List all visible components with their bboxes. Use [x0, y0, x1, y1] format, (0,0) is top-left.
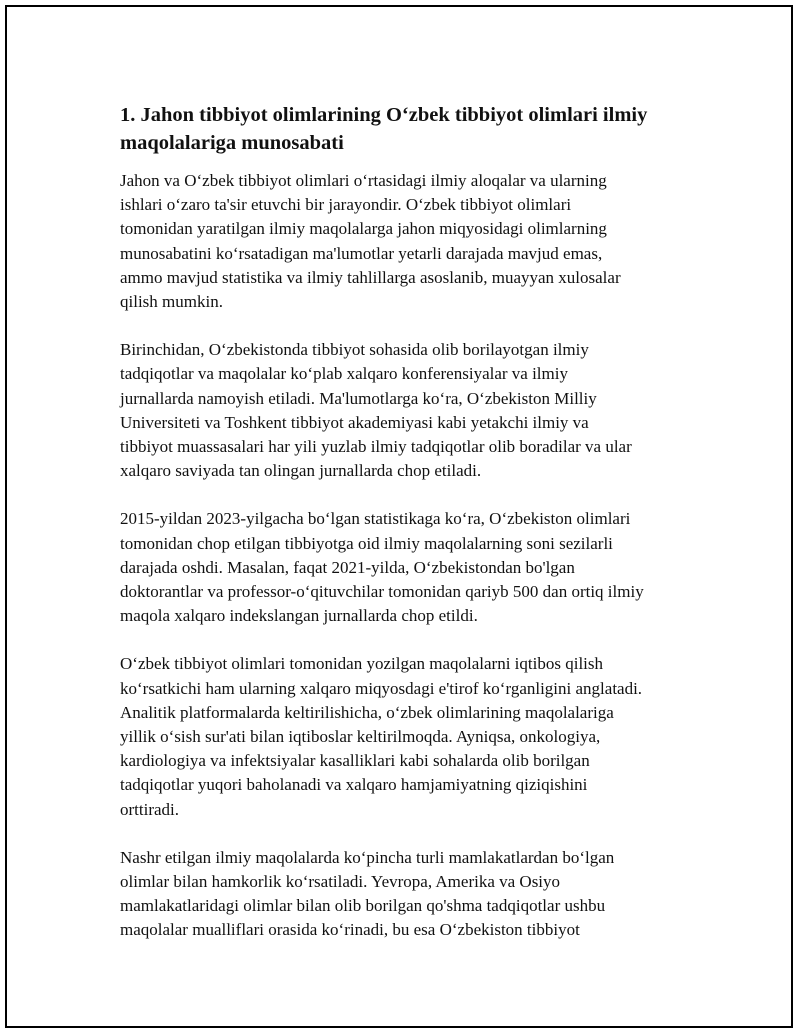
- text-line: kardiologiya va infektsiyalar kasalliklari kabi sohalarda olib borilgan: [120, 751, 590, 771]
- section-heading: [120, 101, 700, 157]
- paragraph-4: [120, 652, 700, 821]
- text-line: maqola xalqaro indekslangan jurnallarda chop etildi.: [120, 606, 478, 626]
- text-line: Analitik platformalarda keltirilishicha, o‘zbek olimlarining maqolalariga: [120, 702, 614, 722]
- text-line: Universiteti va Toshkent tibbiyot akademiyasi kabi yetakchi ilmiy va: [120, 412, 589, 432]
- text-line: orttiradi.: [120, 799, 180, 819]
- text-line: tadqiqotlar va maqolalar ko‘plab xalqaro konferensiyalar va ilmiy: [120, 364, 568, 384]
- text-line: Nashr etilgan ilmiy maqolalarda ko‘pincha turli mamlakatlardan bo‘lgan: [120, 847, 615, 867]
- paragraph-5: [120, 846, 700, 943]
- text-line: mamlakatlaridagi olimlar bilan olib borilgan qo'shma tadqiqotlar ushbu: [120, 896, 606, 916]
- text-line: Birinchidan, O‘zbekistonda tibbiyot sohasida olib borilayotgan ilmiy: [120, 340, 589, 360]
- paragraph-3: [120, 507, 700, 628]
- text-line: ko‘rsatkichi ham ularning xalqaro miqyosdagi e'tirof ko‘rganligini anglatadi.: [120, 678, 643, 698]
- paragraph-2: [120, 338, 700, 483]
- text-line: jurnallarda namoyish etiladi. Ma'lumotlarga ko‘ra, O‘zbekiston Milliy: [120, 388, 597, 408]
- text-line: ammo mavjud statistika va ilmiy tahlillarga asoslanib, muayyan xulosalar: [120, 267, 621, 287]
- document-body: [120, 101, 700, 967]
- text-line: xalqaro saviyada tan olingan jurnallarda chop etiladi.: [120, 461, 482, 481]
- text-line: tadqiqotlar yuqori baholanadi va xalqaro hamjamiyatning qiziqishini: [120, 775, 588, 795]
- text-line: tomonidan yaratilgan ilmiy maqolalarga jahon miqyosidagi olimlarning: [120, 219, 607, 239]
- text-line: munosabatini ko‘rsatadigan ma'lumotlar yetarli darajada mavjud emas,: [120, 243, 603, 263]
- text-line: olimlar bilan hamkorlik ko‘rsatiladi. Yevropa, Amerika va Osiyo: [120, 872, 561, 892]
- paragraph-1: [120, 169, 700, 314]
- heading-line: 1. Jahon tibbiyot olimlarining O‘zbek tibbiyot olimlari ilmiy: [120, 104, 648, 126]
- text-line: tibbiyot muassasalari har yili yuzlab ilmiy tadqiqotlar olib boradilar va ular: [120, 437, 632, 457]
- text-line: Jahon va O‘zbek tibbiyot olimlari o‘rtasidagi ilmiy aloqalar va ularning: [120, 171, 607, 190]
- heading-line: maqolalariga munosabati: [120, 132, 344, 154]
- text-line: ishlari o‘zaro ta'sir etuvchi bir jarayondir. O‘zbek tibbiyot olimlari: [120, 195, 572, 215]
- text-line: tomonidan chop etilgan tibbiyotga oid ilmiy maqolalarning soni sezilarli: [120, 533, 613, 553]
- text-line: qilish mumkin.: [120, 292, 223, 312]
- text-line: maqolalar mualliflari orasida ko‘rinadi, bu esa O‘zbekiston tibbiyot: [120, 920, 580, 940]
- text-line: darajada oshdi. Masalan, faqat 2021-yilda, O‘zbekistondan bo'lgan: [120, 557, 575, 577]
- text-line: yillik o‘sish sur'ati bilan iqtiboslar keltirilmoqda. Ayniqsa, onkologiya,: [120, 727, 601, 747]
- text-line: 2015-yildan 2023-yilgacha bo‘lgan statistikaga ko‘ra, O‘zbekiston olimlari: [120, 509, 631, 529]
- text-line: doktorantlar va professor-o‘qituvchilar tomonidan qariyb 500 dan ortiq ilmiy: [120, 582, 644, 602]
- document-page: [5, 5, 793, 1028]
- text-line: O‘zbek tibbiyot olimlari tomonidan yozilgan maqolalarni iqtibos qilish: [120, 654, 604, 674]
